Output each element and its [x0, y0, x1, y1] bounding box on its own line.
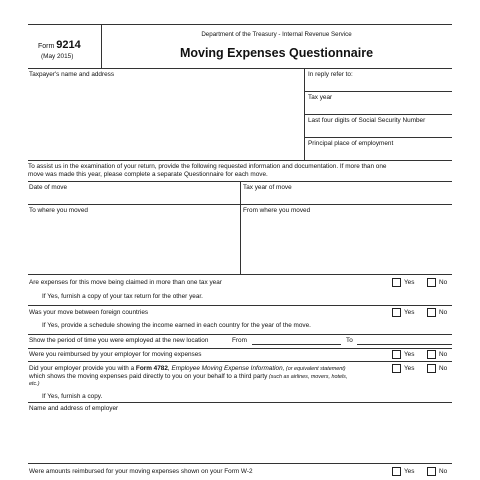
to-date-input[interactable] — [357, 344, 452, 345]
q5-instruction: If Yes, furnish a copy. — [42, 393, 103, 400]
no-label: No — [439, 309, 448, 316]
rule — [304, 137, 452, 138]
no-label: No — [439, 351, 448, 358]
from-date-input[interactable] — [252, 344, 341, 345]
form-number-label — [38, 39, 81, 51]
form-date: (May 2015) — [41, 53, 74, 60]
question-form-4782-line-3: etc.) — [29, 381, 40, 387]
q4-no-checkbox[interactable] — [427, 350, 436, 359]
question-foreign-countries: Was your move between foreign countries — [29, 309, 149, 316]
q4-yes-checkbox[interactable] — [392, 350, 401, 359]
q2-no-checkbox[interactable] — [427, 308, 436, 317]
employer-name-address-label: Name and address of employer — [29, 405, 119, 412]
instructions-line-2: move was made this year, please complete a separate Questionnaire for each move. — [28, 171, 268, 178]
header-top-rule — [28, 24, 452, 25]
yes-label: Yes — [404, 468, 415, 475]
rule — [28, 402, 452, 403]
rule — [304, 91, 452, 92]
rule — [304, 114, 452, 115]
question-employment-period: Show the period of time you were employed at the new location — [29, 337, 209, 344]
form-number: 9214 — [56, 39, 81, 51]
department-name: Department of the Treasury - Internal Revenue Service — [201, 31, 352, 38]
tax-year-of-move-label: Tax year of move — [243, 184, 292, 191]
question-multiple-tax-years: Are expenses for this move being claimed in more than one tax year — [29, 279, 222, 286]
q5-yes-checkbox[interactable] — [392, 364, 401, 373]
from-label: From — [232, 337, 247, 344]
yes-label: Yes — [404, 279, 415, 286]
q2-instruction: If Yes, provide a schedule showing the income earned in each country for the year of the move. — [42, 322, 311, 329]
date-of-move-label: Date of move — [29, 184, 68, 191]
rule — [28, 160, 452, 161]
instructions-line-1: To assist us in the examination of your return, provide the following requested information and documentation. If more than one — [28, 163, 387, 170]
question-form-4782-line-2 — [29, 373, 347, 382]
tax-year-label: Tax year — [308, 94, 333, 101]
no-label: No — [439, 365, 448, 372]
q1-instruction: If Yes, furnish a copy of your tax return for the other year. — [42, 293, 203, 300]
question-reimbursed: Were you reimbursed by your employer for moving expenses — [29, 351, 202, 358]
q6-no-checkbox[interactable] — [427, 467, 436, 476]
principal-place-label: Principal place of employment — [308, 140, 394, 147]
rule — [28, 204, 452, 205]
ssn-last-four-label: Last four digits of Social Security Number — [308, 117, 426, 124]
rule — [28, 334, 452, 335]
form-label: Form — [38, 43, 55, 50]
no-label: No — [439, 279, 448, 286]
q2-yes-checkbox[interactable] — [392, 308, 401, 317]
rule — [28, 274, 452, 275]
header-bottom-rule — [28, 68, 452, 69]
q5-text-2: which shows the moving expenses paid directly to you on your behalf to a third party — [29, 373, 268, 380]
page-title: Moving Expenses Questionnaire — [179, 46, 374, 60]
rule — [28, 348, 452, 349]
q5-no-checkbox[interactable] — [427, 364, 436, 373]
q5-form-title: , Employee Moving Expense Information, — [167, 365, 285, 372]
to-where-moved-label: To where you moved — [29, 207, 88, 214]
q1-no-checkbox[interactable] — [427, 278, 436, 287]
in-reply-refer-label: In reply refer to: — [308, 71, 353, 78]
question-w2-reimbursement: Were amounts reimbursed for your moving expenses shown on your Form W-2 — [29, 468, 253, 475]
rule — [28, 463, 452, 464]
taxpayer-name-address-label: Taxpayer's name and address — [29, 71, 115, 78]
rule — [28, 305, 452, 306]
yes-label: Yes — [404, 351, 415, 358]
q6-yes-checkbox[interactable] — [392, 467, 401, 476]
rule — [28, 361, 452, 362]
yes-label: Yes — [404, 309, 415, 316]
from-where-moved-label: From where you moved — [243, 207, 311, 214]
move-block-divider — [240, 181, 241, 274]
yes-label: Yes — [404, 365, 415, 372]
q5-text: Did your employer provide you with a — [29, 365, 136, 372]
q1-yes-checkbox[interactable] — [392, 278, 401, 287]
q5-form-ref: Form 4782 — [135, 365, 168, 372]
q5-equivalent-note: (or equivalent statement) — [284, 366, 346, 372]
q5-examples: (such as airlines, movers, hotels, — [267, 374, 348, 380]
no-label: No — [439, 468, 448, 475]
to-label: To — [346, 337, 353, 344]
